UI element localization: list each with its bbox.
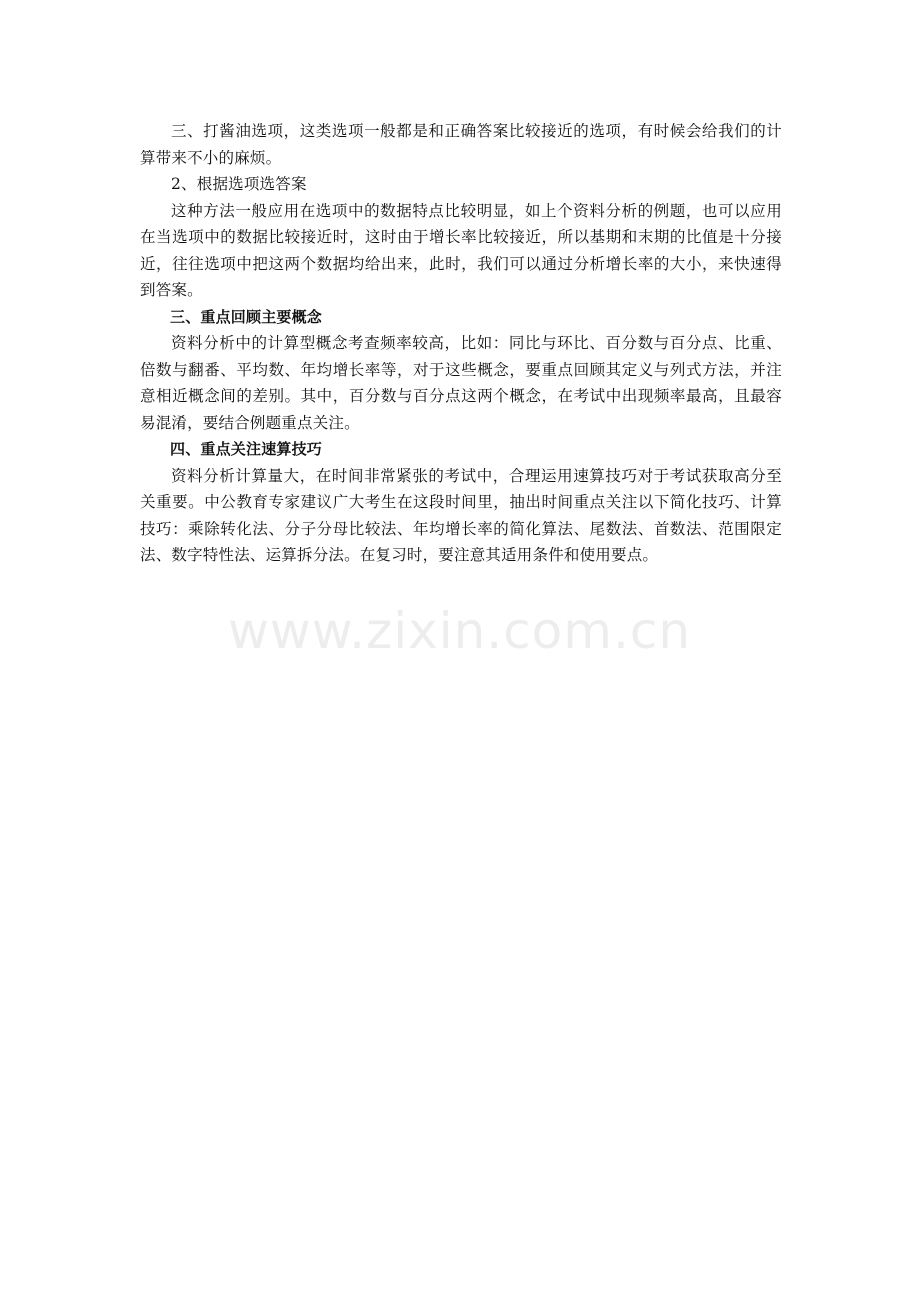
section-heading-quick-calculation: 四、重点关注速算技巧: [170, 440, 323, 458]
watermark-text: www.zixin.com.cn: [228, 602, 692, 660]
paragraph-quick-calculation: 资料分析计算量大，在时间非常紧张的考试中，合理运用速算技巧对于考试获取高分至关重要。中公教育专家建议广大考生在这段时间里，抽出时间重点关注以下简化技巧、计算技巧：乘除转化法、分子分母比较法、年均增长率的简化算法、尾数法、首数法、范围限定法、数字特性法、运算拆分法。在复习时，要注意其适用条件和使用要点。: [140, 466, 782, 564]
paragraph-subheading-choose-by-options: 2、根据选项选答案: [171, 175, 307, 193]
section-heading-key-concepts: 三、重点回顾主要概念: [170, 307, 323, 326]
paragraph-key-concepts: 资料分析中的计算型概念考查频率较高，比如：同比与环比、百分数与百分点、比重、倍数与翻番、平均数、年均增长率等，对于这些概念，要重点回顾其定义与列式方法，并注意相近概念间的差别。其中，百分数与百分点这两个概念，在考试中出现频率最高，且最容易混淆，要结合例题重点关注。: [140, 334, 782, 432]
document-body: [140, 118, 782, 569]
paragraph-option-type-three: 三、打酱油选项，这类选项一般都是和正确答案比较接近的选项，有时候会给我们的计算带来不小的麻烦。: [140, 122, 782, 167]
paragraph-method-description: 这种方法一般应用在选项中的数据特点比较明显，如上个资料分析的例题，也可以应用在当选项中的数据比较接近时，这时由于增长率比较接近，所以基期和末期的比值是十分接近，往往选项中把这两个数据均给出来，此时，我们可以通过分析增长率的大小，来快速得到答案。: [140, 201, 782, 299]
